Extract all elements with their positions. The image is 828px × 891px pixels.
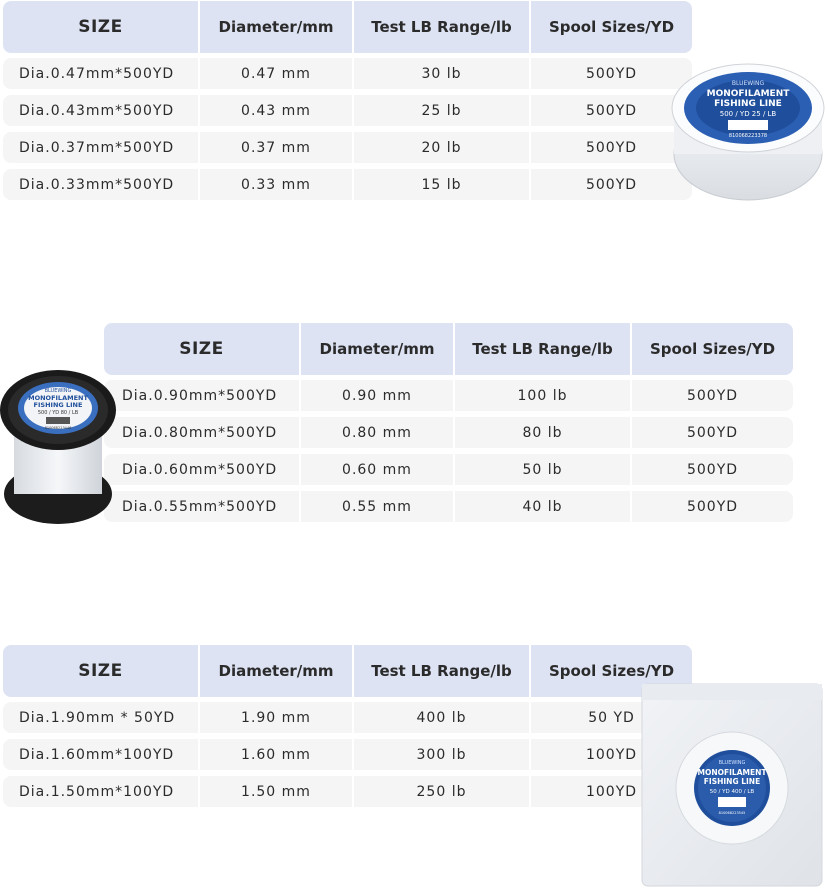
cell-diameter: 0.43 mm bbox=[200, 95, 352, 126]
table-row bbox=[3, 95, 694, 126]
cell-diameter: 0.60 mm bbox=[301, 454, 453, 485]
table-row bbox=[3, 739, 694, 770]
cell-test-lb: 100 lb bbox=[455, 380, 630, 411]
spool3-brand: BLUEWING bbox=[718, 760, 746, 766]
table-row bbox=[3, 132, 694, 163]
cell-size: Dia.0.33mm*500YD bbox=[3, 169, 198, 200]
cell-size: Dia.1.50mm*100YD bbox=[3, 776, 198, 807]
cell-size: Dia.0.80mm*500YD bbox=[104, 417, 299, 448]
cell-size: Dia.0.90mm*500YD bbox=[104, 380, 299, 411]
cell-test-lb: 30 lb bbox=[354, 58, 529, 89]
cell-spool: 500YD bbox=[632, 380, 793, 411]
cell-spool: 500YD bbox=[632, 417, 793, 448]
header-diameter: Diameter/mm bbox=[200, 645, 352, 697]
cell-size: Dia.0.55mm*500YD bbox=[104, 491, 299, 522]
spool-image-small bbox=[664, 58, 826, 204]
cell-test-lb: 15 lb bbox=[354, 169, 529, 200]
spool3-line1: MONOFILAMENT bbox=[697, 768, 767, 777]
cell-test-lb: 400 lb bbox=[354, 702, 529, 733]
cell-size: Dia.0.43mm*500YD bbox=[3, 95, 198, 126]
spool-image-large bbox=[0, 366, 124, 528]
spool2-barcode: 810068223446 bbox=[44, 426, 72, 430]
spool1-barcode: 810068223378 bbox=[728, 133, 768, 139]
header-size: SIZE bbox=[3, 645, 198, 697]
cell-spool: 500YD bbox=[632, 491, 793, 522]
cell-size: Dia.0.37mm*500YD bbox=[3, 132, 198, 163]
table-row bbox=[3, 776, 694, 807]
table-row bbox=[104, 454, 795, 485]
spool1-line2: FISHING LINE bbox=[714, 99, 782, 109]
header-spool-size: Spool Sizes/YD bbox=[531, 645, 692, 697]
table-row bbox=[104, 417, 795, 448]
table-header bbox=[3, 1, 694, 53]
cell-test-lb: 50 lb bbox=[455, 454, 630, 485]
header-spool-size: Spool Sizes/YD bbox=[632, 323, 793, 375]
spool1-brand: BLUEWING bbox=[731, 80, 765, 87]
spool2-spec: 500 / YD 80 / LB bbox=[37, 410, 79, 416]
cell-spool: 100YD bbox=[531, 739, 692, 770]
spec-table-2 bbox=[104, 323, 799, 523]
spec-table-1 bbox=[3, 1, 698, 201]
table-row bbox=[3, 58, 694, 89]
header-size: SIZE bbox=[104, 323, 299, 375]
table-header bbox=[3, 645, 694, 697]
spool2-line1: MONOFILAMENT bbox=[28, 394, 88, 402]
cell-size: Dia.0.47mm*500YD bbox=[3, 58, 198, 89]
spool2-line2: FISHING LINE bbox=[33, 401, 83, 409]
table-header bbox=[104, 323, 795, 375]
cell-diameter: 0.33 mm bbox=[200, 169, 352, 200]
table-row bbox=[3, 169, 694, 200]
header-test-lb: Test LB Range/lb bbox=[354, 645, 529, 697]
spool2-brand: BLUEWING bbox=[44, 388, 72, 394]
cell-diameter: 0.37 mm bbox=[200, 132, 352, 163]
coil-bag-image bbox=[640, 682, 824, 888]
cell-test-lb: 25 lb bbox=[354, 95, 529, 126]
spool3-barcode: 810068223545 bbox=[718, 811, 746, 815]
cell-diameter: 1.60 mm bbox=[200, 739, 352, 770]
spool1-spec: 500 / YD 25 / LB bbox=[719, 110, 777, 118]
header-test-lb: Test LB Range/lb bbox=[354, 1, 529, 53]
spool1-line1: MONOFILAMENT bbox=[706, 89, 790, 99]
spec-table-3 bbox=[3, 645, 698, 810]
cell-spool: 500YD bbox=[531, 58, 692, 89]
cell-diameter: 1.50 mm bbox=[200, 776, 352, 807]
cell-spool: 500YD bbox=[531, 132, 692, 163]
cell-test-lb: 80 lb bbox=[455, 417, 630, 448]
header-spool-size: Spool Sizes/YD bbox=[531, 1, 692, 53]
cell-spool: 500YD bbox=[632, 454, 793, 485]
cell-test-lb: 300 lb bbox=[354, 739, 529, 770]
spool3-spec: 50 / YD 400 / LB bbox=[709, 789, 755, 795]
header-size: SIZE bbox=[3, 1, 198, 53]
cell-spool: 500YD bbox=[531, 169, 692, 200]
cell-spool: 50 YD bbox=[531, 702, 692, 733]
cell-size: Dia.1.60mm*100YD bbox=[3, 739, 198, 770]
cell-diameter: 0.80 mm bbox=[301, 417, 453, 448]
cell-diameter: 0.47 mm bbox=[200, 58, 352, 89]
cell-test-lb: 250 lb bbox=[354, 776, 529, 807]
table-row bbox=[104, 491, 795, 522]
spool3-line2: FISHING LINE bbox=[703, 777, 761, 786]
header-diameter: Diameter/mm bbox=[200, 1, 352, 53]
header-diameter: Diameter/mm bbox=[301, 323, 453, 375]
cell-spool: 500YD bbox=[531, 95, 692, 126]
cell-spool: 100YD bbox=[531, 776, 692, 807]
cell-test-lb: 40 lb bbox=[455, 491, 630, 522]
cell-diameter: 1.90 mm bbox=[200, 702, 352, 733]
cell-diameter: 0.90 mm bbox=[301, 380, 453, 411]
table-row bbox=[104, 380, 795, 411]
table-row bbox=[3, 702, 694, 733]
header-test-lb: Test LB Range/lb bbox=[455, 323, 630, 375]
cell-size: Dia.0.60mm*500YD bbox=[104, 454, 299, 485]
cell-size: Dia.1.90mm * 50YD bbox=[3, 702, 198, 733]
cell-test-lb: 20 lb bbox=[354, 132, 529, 163]
cell-diameter: 0.55 mm bbox=[301, 491, 453, 522]
